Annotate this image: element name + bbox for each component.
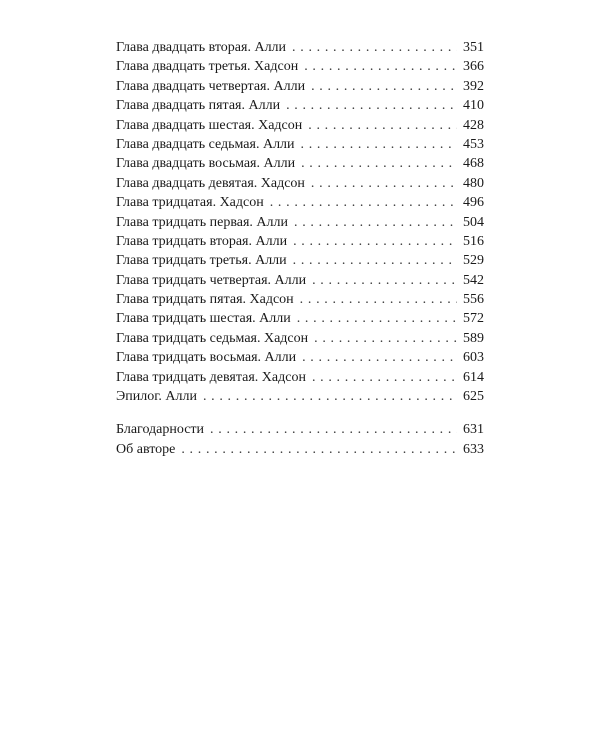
- toc-entry-page: 392: [463, 78, 484, 94]
- toc-dot-leader: [302, 348, 457, 367]
- toc-entry-page: 480: [463, 175, 484, 191]
- toc-entry-page: 625: [463, 389, 484, 405]
- toc-entry-page: 496: [463, 195, 484, 211]
- toc-entry-title: Об авторе: [116, 441, 176, 457]
- toc-entry-page: 410: [463, 98, 484, 114]
- toc-entry-title: Глава двадцать шестая. Хадсон: [116, 117, 303, 133]
- toc-entry-title: Глава двадцать вторая. Алли: [116, 40, 287, 55]
- toc-entry-page: 556: [463, 292, 484, 308]
- toc-dot-leader: [293, 232, 457, 251]
- toc-entry[interactable]: [116, 57, 484, 76]
- toc-entry-title: Глава тридцать шестая. Алли: [116, 311, 291, 327]
- toc-dot-leader: [270, 193, 457, 212]
- toc-entry[interactable]: [116, 348, 484, 367]
- toc-entry[interactable]: [116, 96, 484, 115]
- toc-dot-leader: [297, 309, 457, 328]
- toc-dot-leader: [312, 271, 457, 290]
- toc-entry-page: 542: [463, 272, 484, 288]
- toc-entry-title: Глава тридцатая. Хадсон: [116, 195, 264, 211]
- toc-dot-leader: [301, 154, 457, 173]
- toc-entry-title: Глава тридцать седьмая. Хадсон: [116, 330, 309, 346]
- toc-entry-title: Глава тридцать первая. Алли: [116, 214, 288, 230]
- toc-entry[interactable]: [116, 309, 484, 328]
- toc-dot-leader: [311, 77, 457, 96]
- toc-entry[interactable]: [116, 193, 484, 212]
- toc-dot-leader: [210, 420, 457, 439]
- toc-entry-title: Глава двадцать седьмая. Алли: [116, 136, 295, 152]
- toc-dot-leader: [181, 440, 457, 459]
- toc-entry-acknowledgements[interactable]: [116, 420, 484, 439]
- toc-dot-leader: [294, 213, 457, 232]
- toc-entry-page: 516: [463, 233, 484, 249]
- toc-entry-page: 572: [463, 311, 484, 327]
- toc-entry-about-author[interactable]: [116, 440, 484, 459]
- toc-entry-page: 468: [463, 156, 484, 172]
- toc-entry[interactable]: [116, 77, 484, 96]
- toc-dot-leader: [308, 116, 457, 135]
- toc-entry[interactable]: [116, 174, 484, 193]
- toc-entry-page: 633: [463, 441, 484, 457]
- toc-entry-page: 351: [463, 40, 484, 55]
- toc-dot-leader: [203, 387, 457, 406]
- toc-dot-leader: [301, 135, 457, 154]
- toc-entry[interactable]: [116, 290, 484, 309]
- toc-dot-leader: [312, 368, 457, 387]
- toc-entry[interactable]: [116, 387, 484, 406]
- toc-entry-title: Глава тридцать четвертая. Алли: [116, 272, 307, 288]
- toc-entry-title: Глава двадцать девятая. Хадсон: [116, 175, 305, 191]
- toc-entry-page: 428: [463, 117, 484, 133]
- toc-entry-page: 631: [463, 422, 484, 438]
- toc-dot-leader: [300, 290, 457, 309]
- toc-dot-leader: [311, 174, 457, 193]
- toc-entry[interactable]: [116, 368, 484, 387]
- toc-entry-page: 589: [463, 330, 484, 346]
- toc-entry-page: 603: [463, 350, 484, 366]
- toc-entry[interactable]: [116, 329, 484, 348]
- toc-entry-title: Глава двадцать четвертая. Алли: [116, 78, 306, 94]
- toc-entry[interactable]: [116, 135, 484, 154]
- toc-entry-title: Эпилог. Алли: [116, 389, 197, 405]
- toc-entry[interactable]: [116, 232, 484, 251]
- toc-entry[interactable]: [116, 154, 484, 173]
- toc-entry-title: Глава двадцать восьмая. Алли: [116, 156, 296, 172]
- toc-entry-title: Глава двадцать третья. Хадсон: [116, 59, 299, 75]
- toc-entry[interactable]: [116, 116, 484, 135]
- toc-dot-leader: [286, 96, 457, 115]
- toc-entry-title: Глава тридцать восьмая. Алли: [116, 350, 297, 366]
- table-of-contents: [116, 38, 484, 459]
- toc-entry-page: 504: [463, 214, 484, 230]
- toc-entry-title: Благодарности: [116, 422, 205, 438]
- toc-dot-leader: [304, 57, 457, 76]
- toc-entry[interactable]: [116, 271, 484, 290]
- toc-entry-page: 529: [463, 253, 484, 269]
- toc-entry-title: Глава тридцать вторая. Алли: [116, 233, 288, 249]
- toc-dot-leader: [293, 251, 457, 270]
- toc-dot-leader: [314, 329, 457, 348]
- toc-entry-title: Глава тридцать третья. Алли: [116, 253, 287, 269]
- toc-entry[interactable]: [116, 213, 484, 232]
- toc-entry-title: Глава двадцать пятая. Алли: [116, 98, 281, 114]
- toc-entry-title: Глава тридцать пятая. Хадсон: [116, 292, 294, 308]
- section-gap: [116, 406, 484, 420]
- toc-entry[interactable]: [116, 38, 484, 57]
- toc-entry-title: Глава тридцать девятая. Хадсон: [116, 369, 306, 385]
- toc-entry-page: 366: [463, 59, 484, 75]
- toc-entry[interactable]: [116, 251, 484, 270]
- toc-entry-page: 453: [463, 136, 484, 152]
- toc-entry-page: 614: [463, 369, 484, 385]
- toc-dot-leader: [292, 38, 457, 57]
